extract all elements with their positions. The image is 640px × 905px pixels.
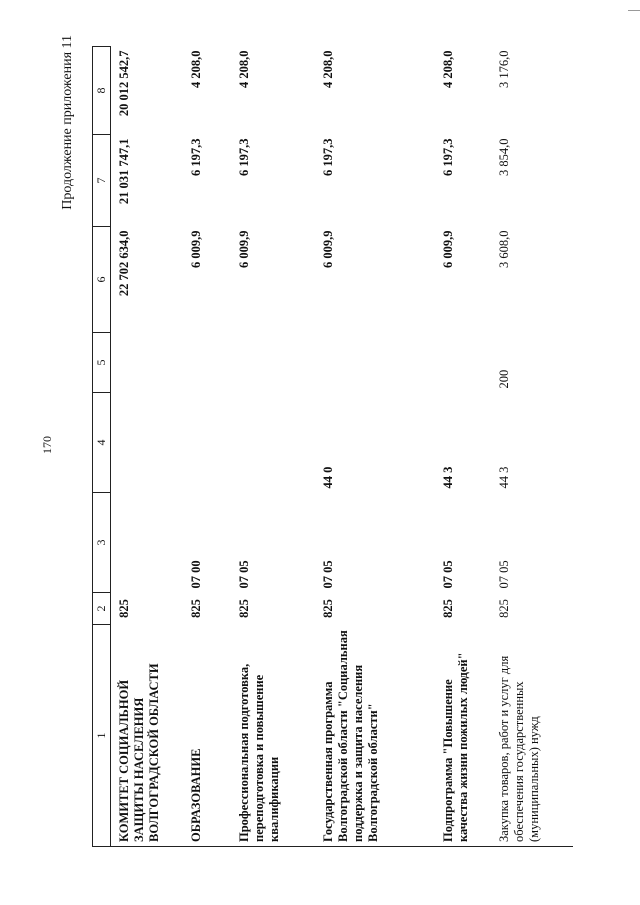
row-value-8: 4 208,0 <box>237 50 251 88</box>
column-header-2: 2 <box>93 593 111 625</box>
row-name: Закупка товаров, работ и услуг для обеспечения государственных (муниципальных) нужд <box>491 625 573 847</box>
column-header-3: 3 <box>93 493 111 593</box>
row-value-6: 6 009,9 <box>237 230 251 268</box>
row-code-5 <box>111 333 184 393</box>
row-value-7: 3 854,0 <box>497 138 511 176</box>
appendix-continuation-label: Продолжение приложения 11 <box>60 35 75 210</box>
table-row-committee <box>111 47 184 847</box>
row-value-8: 20 012 542,7 <box>117 50 131 117</box>
table-row-procurement <box>491 47 573 847</box>
row-value-6: 6 009,9 <box>441 230 455 268</box>
row-code-4 <box>111 393 184 493</box>
row-value-8: 4 208,0 <box>321 50 335 88</box>
row-code-3: 07 05 <box>497 560 511 589</box>
row-code-3: 07 00 <box>189 560 203 589</box>
row-value-7: 6 197,3 <box>321 138 335 176</box>
row-name: Подпрограмма "Повышение качества жизни пожилых людей" <box>435 625 491 847</box>
row-code-2: 825 <box>117 599 131 618</box>
row-value-6: 3 608,0 <box>497 230 511 268</box>
row-code-5 <box>183 333 231 393</box>
row-value-8: 4 208,0 <box>189 50 203 88</box>
row-value-7: 21 031 747,1 <box>117 138 131 205</box>
row-name: Государственная программа Волгоградской области "Социальная поддержка и защита населения Волгоградской области" <box>315 625 435 847</box>
row-value-6: 6 009,9 <box>321 230 335 268</box>
row-code-5 <box>435 333 491 393</box>
row-code-4: 44 3 <box>497 466 511 489</box>
row-code-4: 44 3 <box>441 466 455 489</box>
table-row-state-program <box>315 47 435 847</box>
row-value-7: 6 197,3 <box>441 138 455 176</box>
column-header-1: 1 <box>93 625 111 847</box>
row-name: КОМИТЕТ СОЦИАЛЬНОЙ ЗАЩИТЫ НАСЕЛЕНИЯ ВОЛГОГРАДСКОЙ ОБЛАСТИ <box>111 625 184 847</box>
column-header-8: 8 <box>93 47 111 135</box>
column-header-5: 5 <box>93 333 111 393</box>
row-code-3: 07 05 <box>321 560 335 589</box>
row-code-2: 825 <box>189 599 203 618</box>
row-code-3: 07 05 <box>441 560 455 589</box>
row-code-3 <box>111 493 184 593</box>
row-name: ОБРАЗОВАНИЕ <box>183 625 231 847</box>
row-value-8: 4 208,0 <box>441 50 455 88</box>
row-code-4 <box>183 393 231 493</box>
row-code-5 <box>231 333 315 393</box>
budget-table <box>92 46 573 847</box>
row-code-2: 825 <box>237 599 251 618</box>
table-row-education <box>183 47 231 847</box>
row-code-2: 825 <box>497 599 511 618</box>
row-code-4: 44 0 <box>321 466 335 489</box>
row-name: Профессиональная подготовка, переподготовка и повышение квалификации <box>231 625 315 847</box>
row-value-7: 6 197,3 <box>237 138 251 176</box>
row-value-7: 6 197,3 <box>189 138 203 176</box>
row-code-3: 07 05 <box>237 560 251 589</box>
row-code-2: 825 <box>441 599 455 618</box>
row-code-2: 825 <box>321 599 335 618</box>
column-header-6: 6 <box>93 227 111 333</box>
table-row-subprogram <box>435 47 491 847</box>
column-header-7: 7 <box>93 135 111 227</box>
row-value-8: 3 176,0 <box>497 50 511 88</box>
row-code-5: 200 <box>497 369 511 389</box>
row-code-5 <box>315 333 435 393</box>
column-number-row <box>93 47 111 847</box>
row-value-6: 22 702 634,0 <box>117 230 131 297</box>
row-code-4 <box>231 393 315 493</box>
table-row-professional-training <box>231 47 315 847</box>
column-header-4: 4 <box>93 393 111 493</box>
page-number: 170 <box>40 436 54 454</box>
row-value-6: 6 009,9 <box>189 230 203 268</box>
